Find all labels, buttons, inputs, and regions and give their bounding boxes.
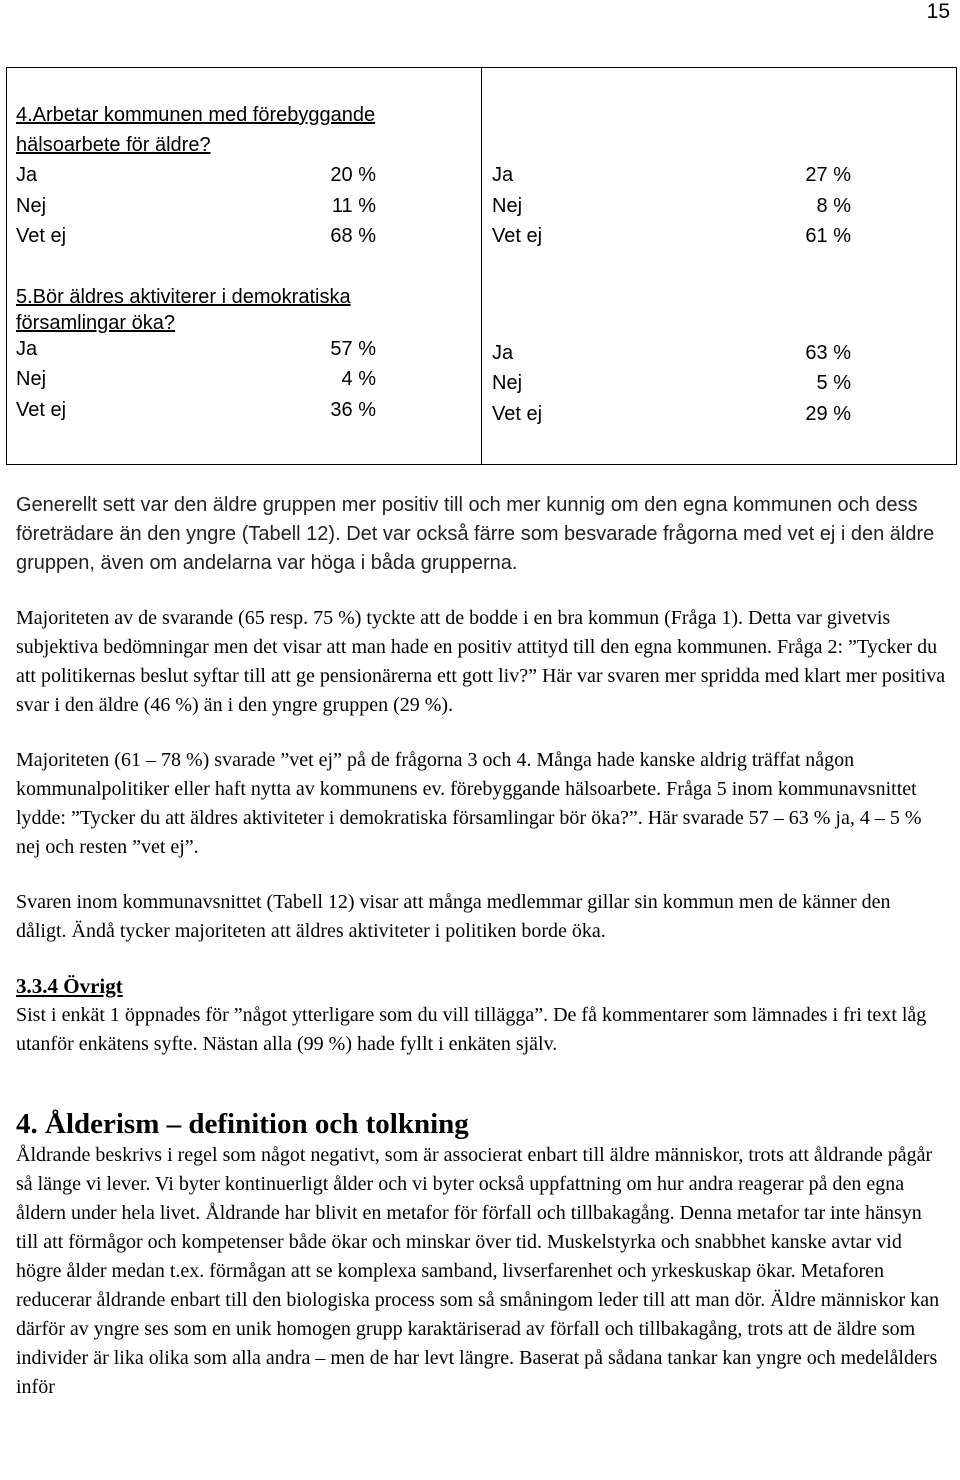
answer-row	[16, 160, 481, 191]
answer-row	[16, 221, 481, 252]
answer-label: Vet ej	[492, 225, 543, 247]
answer-row	[492, 338, 956, 369]
answer-value: 36 %	[330, 398, 376, 421]
answer-value: 63 %	[805, 341, 851, 364]
answer-value: 8 %	[816, 194, 851, 217]
answer-label: Ja	[492, 164, 514, 186]
answer-label: Nej	[16, 368, 47, 390]
answer-value: 57 %	[330, 337, 376, 360]
survey-results-table	[6, 67, 957, 465]
answer-value: 29 %	[805, 402, 851, 425]
paragraph-majority-good-municipality: Majoriteten av de svarande (65 resp. 75 %) tyckte att de bodde i en bra kommun (Fråga 1). Detta var givetvis subjektiva bedömningar men det visar att man hade en positiv attityd till den egna kommunen. Fråga 2: ”Tycker du att politikernas beslut syftar till att ge pensionärerna ett gott liv?” Här var svaren mer spridda med klart mer positiva svar i den äldre (46 %) än i den yngre gruppen (29 %).	[16, 607, 946, 716]
paragraph-conclusion: Svaren inom kommunavsnittet (Tabell 12) visar att många medlemmar gillar sin kommun men de känner den dåligt. Ändå tycker majoriteten att äldres aktiviteter i politiken borde öka.	[16, 891, 891, 942]
answer-row	[16, 334, 481, 365]
answer-value: 27 %	[805, 164, 851, 186]
paragraph-summary: Generellt sett var den äldre gruppen mer positiv till och mer kunnig om den egna kommunen och dess företrädare än den yngre (Tabell 12). Det var också färre som besvarade frågorna med vet ej i den äldre gruppen, även om andelarna var höga i båda grupperna.	[16, 494, 935, 574]
answer-label: Ja	[16, 164, 38, 186]
answer-row	[492, 191, 956, 222]
answer-value: 61 %	[805, 225, 851, 247]
page-number: 15	[926, 0, 950, 23]
answer-value: 20 %	[330, 164, 376, 186]
answer-label: Vet ej	[16, 225, 67, 247]
body-text	[16, 491, 946, 1402]
younger-group-cell	[482, 68, 957, 465]
answer-label: Ja	[16, 337, 38, 360]
question-5-title-line1: 5.Bör äldres aktiviterer i demokratiska	[16, 285, 351, 308]
answer-row	[16, 364, 481, 395]
answer-value: 11 %	[331, 194, 376, 217]
paragraph-vet-ej: Majoriteten (61 – 78 %) svarade ”vet ej” på de frågorna 3 och 4. Många hade kanske aldrig träffat någon kommunalpolitiker eller haft nytta av kommunens ev. förebyggande hälsoarbete. Fråga 5 inom kommunavsnittet lydde: ”Tycker du att äldres aktiviteter i demokratiska församlingar bör öka?”. Här svarade 57 – 63 % ja, 4 – 5 % nej och resten ”vet ej”.	[16, 749, 922, 858]
answer-row	[492, 221, 956, 252]
answer-row	[492, 399, 956, 430]
answer-label: Nej	[16, 194, 47, 217]
answer-row	[16, 191, 481, 222]
answer-label: Vet ej	[16, 398, 67, 421]
answer-value: 4 %	[341, 368, 376, 390]
paragraph-ovrigt: Sist i enkät 1 öppnades för ”något ytterligare som du vill tillägga”. De få kommentarer som lämnades i fri text låg utanför enkätens syfte. Nästan alla (99 %) hade fyllt i enkäten själv.	[16, 1004, 927, 1055]
chapter-heading: 4. Ålderism – definition och tolkning	[16, 1108, 469, 1140]
answer-label: Nej	[492, 372, 523, 394]
question-5-title-line2: församlingar öka?	[16, 311, 175, 334]
paragraph-alderism: Åldrande beskrivs i regel som något negativt, som är associerat enbart till äldre människor, trots att åldrande pågår så länge vi lever. Vi byter kontinuerligt ålder och vi byter också uppfattning om hur andra reagerar på den egna åldern under hela livet. Åldrande har blivit en metafor för förfall och tillbakagång. Denna metafor tar inte hänsyn till att förmågor och kompetenser både ökar och minskar över tid. Muskelstyrka och snabbhet kanske avtar vid högre ålder medan t.ex. förmågan att se komplexa samband, livserfarenhet och yrkeskuskap ökar. Metaforen reducerar åldrande enbart till den biologiska process som så småningom leder till att man dör. Äldre människor kan därför av yngre ses som en unik homogen grupp karaktäriserad av förfall och tillbakagång, trots att de äldre som individer är lika olika som alla andra – men de har levt längre. Baserat på sådana tankar kan yngre och medelålders inför	[16, 1144, 940, 1398]
answer-value: 5 %	[816, 372, 851, 394]
answer-label: Ja	[492, 341, 514, 364]
answer-label: Vet ej	[492, 402, 543, 425]
question-4-title-line1: 4.Arbetar kommunen med förebyggande	[16, 104, 376, 126]
answer-value: 68 %	[330, 225, 376, 247]
section-heading: 3.3.4 Övrigt	[16, 974, 123, 998]
answer-row	[16, 395, 481, 426]
older-group-cell	[7, 68, 482, 465]
answer-row	[492, 160, 956, 191]
question-4-title-line2: hälsoarbete för äldre?	[16, 134, 211, 156]
answer-row	[492, 368, 956, 399]
answer-label: Nej	[492, 194, 523, 217]
